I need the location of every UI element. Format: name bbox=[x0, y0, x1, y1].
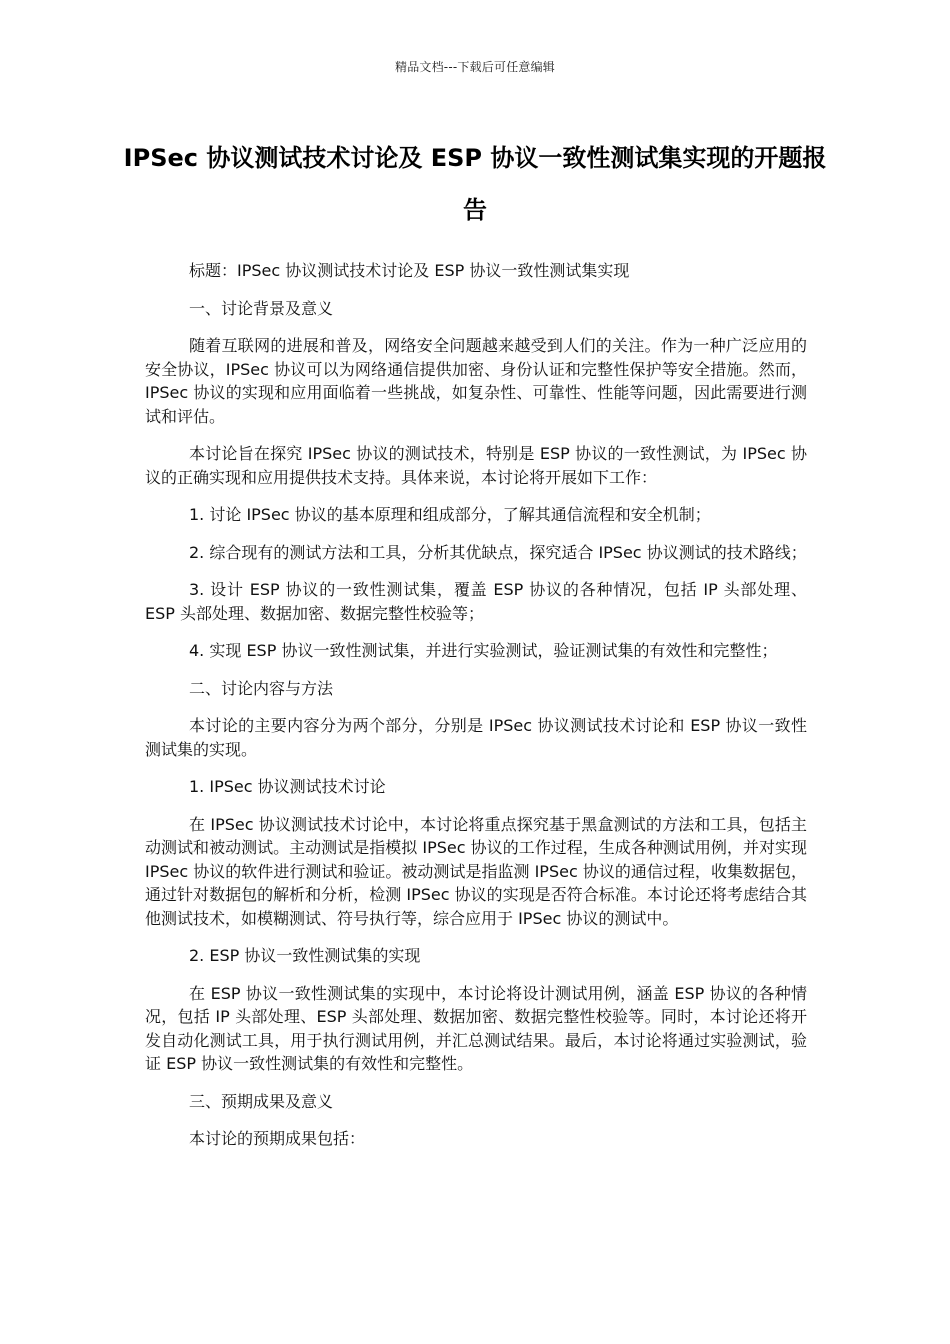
paragraph: 本讨论的主要内容分为两个部分，分别是 IPSec 协议测试技术讨论和 ESP 协议一致性测试集的实现。 bbox=[145, 716, 807, 759]
header-note: 精品文档---下载后可任意编辑 bbox=[395, 60, 555, 74]
section-heading-content: 二、讨论内容与方法 bbox=[189, 678, 334, 698]
list-item: 3. 设计 ESP 协议的一致性测试集，覆盖 ESP 协议的各种情况，包括 IP 头部处理、ESP 头部处理、数据加密、数据完整性校验等； bbox=[145, 580, 807, 623]
subsection-heading: 1. IPSec 协议测试技术讨论 bbox=[189, 777, 386, 796]
subject-line: 标题：IPSec 协议测试技术讨论及 ESP 协议一致性测试集实现 bbox=[189, 261, 630, 280]
paragraph: 在 ESP 协议一致性测试集的实现中，本讨论将设计测试用例，涵盖 ESP 协议的各种情况，包括 IP 头部处理、ESP 头部处理、数据加密、数据完整性校验等。同时，本讨论还将开发自动化测试工具，用于执行测试用例，并汇总测试结果。最后，本讨论将通过实验测试，验证 ESP 协议一致性测试集的有效性和完整性。 bbox=[145, 983, 807, 1073]
subsection-heading: 2. ESP 协议一致性测试集的实现 bbox=[189, 946, 421, 965]
document-title: IPSec 协议测试技术讨论及 ESP 协议一致性测试集实现的开题报告 bbox=[123, 144, 827, 224]
paragraph: 在 IPSec 协议测试技术讨论中，本讨论将重点探究基于黑盒测试的方法和工具，包括主动测试和被动测试。主动测试是指模拟 IPSec 协议的工作过程，生成各种测试用例，并对实现 IPSec 协议的软件进行测试和验证。被动测试是指监测 IPSec 协议的通信过程，收集数据包，通过针对数据包的解析和分析，检测 IPSec 协议的实现是否符合标准。本讨论还将考虑结合其他测试技术，如模糊测试、符号执行等，综合应用于 IPSec 协议的测试中。 bbox=[145, 814, 807, 928]
paragraph: 随着互联网的进展和普及，网络安全问题越来越受到人们的关注。作为一种广泛应用的安全协议，IPSec 协议可以为网络通信提供加密、身份认证和完整性保护等安全措施。然而，IPSec 协议的实现和应用面临着一些挑战，如复杂性、可靠性、性能等问题，因此需要进行测试和评估。 bbox=[145, 336, 807, 426]
document-body bbox=[145, 259, 807, 1165]
list-item: 1. 讨论 IPSec 协议的基本原理和组成部分，了解其通信流程和安全机制； bbox=[189, 505, 711, 524]
list-item: 2. 综合现有的测试方法和工具，分析其优缺点，探究适合 IPSec 协议测试的技术路线； bbox=[189, 542, 807, 562]
list-item: 4. 实现 ESP 协议一致性测试集，并进行实验测试，验证测试集的有效性和完整性； bbox=[189, 641, 778, 660]
paragraph: 本讨论的预期成果包括： bbox=[189, 1129, 366, 1148]
section-heading-results: 三、预期成果及意义 bbox=[189, 1091, 334, 1111]
section-heading-background: 一、讨论背景及意义 bbox=[189, 298, 334, 318]
paragraph: 本讨论旨在探究 IPSec 协议的测试技术，特别是 ESP 协议的一致性测试，为 IPSec 协议的正确实现和应用提供技术支持。具体来说，本讨论将开展如下工作： bbox=[145, 444, 807, 487]
